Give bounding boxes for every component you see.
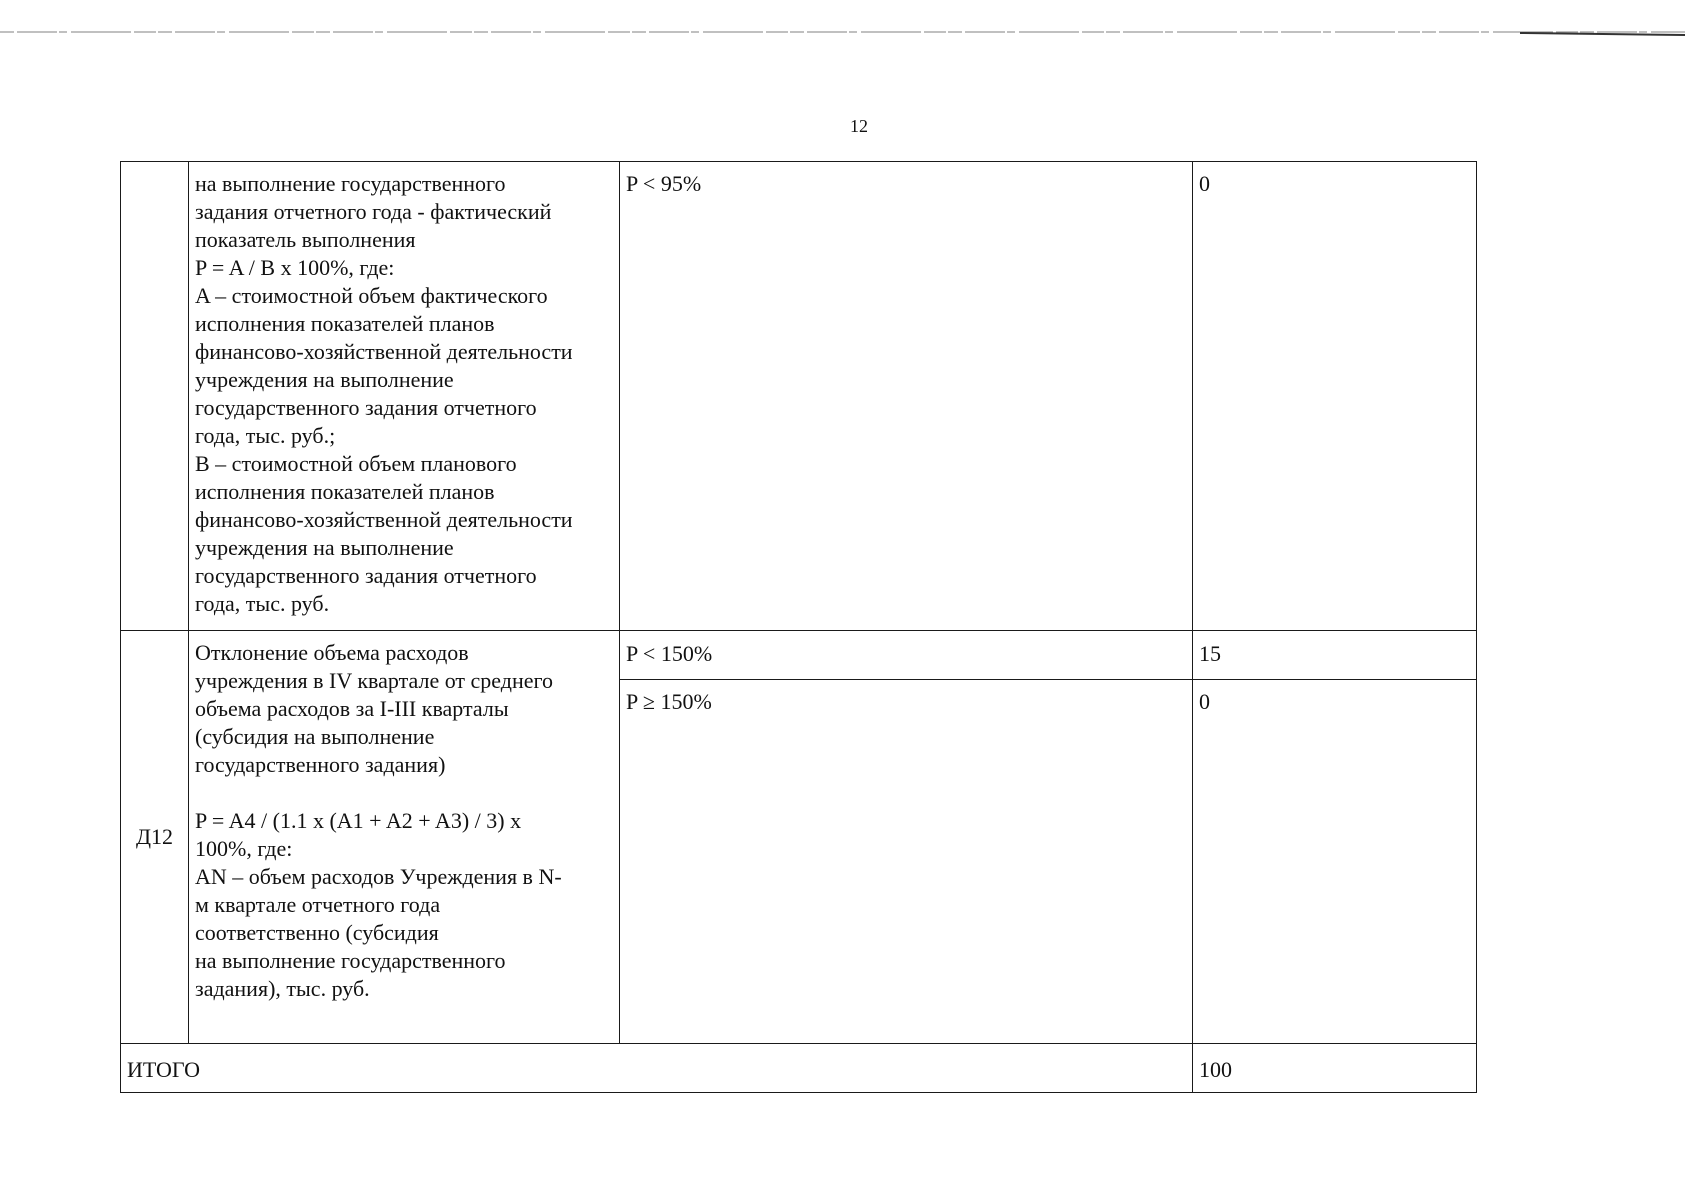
description-line: учреждения на выполнение [195, 367, 454, 392]
scan-edge-noise [0, 28, 1685, 36]
row-description-cell [189, 162, 620, 631]
description-line: учреждения на выполнение [195, 535, 454, 560]
description-line: A – стоимостной объем фактического [195, 283, 548, 308]
formula-line: P = A / B x 100%, где: [195, 255, 395, 280]
total-label: ИТОГО [121, 1044, 1193, 1093]
score-cell [1193, 631, 1477, 1044]
description-line: (субсидия на выполнение [195, 724, 435, 749]
description-line: года, тыс. руб. [195, 591, 330, 616]
description-line: года, тыс. руб.; [195, 423, 336, 448]
score-2: 0 [1199, 689, 1210, 714]
total-score: 100 [1193, 1044, 1477, 1093]
formula-line: 100%, где: [195, 836, 293, 861]
description-line: финансово-хозяйственной деятельности [195, 507, 573, 532]
criterion-1: P < 150% [620, 631, 1192, 680]
description-line: государственного задания отчетного [195, 395, 537, 420]
description-line: исполнения показателей планов [195, 311, 495, 336]
table-row-continued [121, 162, 1477, 631]
description-line: AN – объем расходов Учреждения в N- [195, 864, 562, 889]
description-line: государственного задания) [195, 752, 446, 777]
table-row-total [121, 1044, 1477, 1093]
description-line: объема расходов за I-III кварталы [195, 696, 509, 721]
criterion-cell [620, 631, 1193, 1044]
description-line: м квартале отчетного года [195, 892, 441, 917]
description-line: на выполнение государственного [195, 948, 506, 973]
blank-line [195, 779, 613, 807]
description-line: государственного задания отчетного [195, 563, 537, 588]
description-line: соответственно (субсидия [195, 920, 439, 945]
row-description-cell [189, 631, 620, 1044]
table-row-d12 [121, 631, 1477, 1044]
description-line: задания), тыс. руб. [195, 976, 370, 1001]
criterion-cell: P < 95% [620, 162, 1193, 631]
criterion-2: P ≥ 150% [626, 689, 712, 714]
row-code-cell [121, 162, 189, 631]
page-number: 12 [850, 116, 868, 136]
description-line: на выполнение государственного [195, 171, 506, 196]
description-line: учреждения в IV квартале от среднего [195, 668, 553, 693]
description-line: финансово-хозяйственной деятельности [195, 339, 573, 364]
description-line: показатель выполнения [195, 227, 416, 252]
score-1: 15 [1193, 631, 1476, 680]
description-line: B – стоимостной объем планового [195, 451, 517, 476]
evaluation-criteria-table [120, 161, 1477, 1093]
score-cell: 0 [1193, 162, 1477, 631]
description-line: исполнения показателей планов [195, 479, 495, 504]
row-code-cell: Д12 [121, 631, 189, 1044]
description-line: задания отчетного года - фактический [195, 199, 552, 224]
formula-line: P = A4 / (1.1 x (A1 + A2 + A3) / 3) x [195, 808, 522, 833]
description-line: Отклонение объема расходов [195, 640, 469, 665]
